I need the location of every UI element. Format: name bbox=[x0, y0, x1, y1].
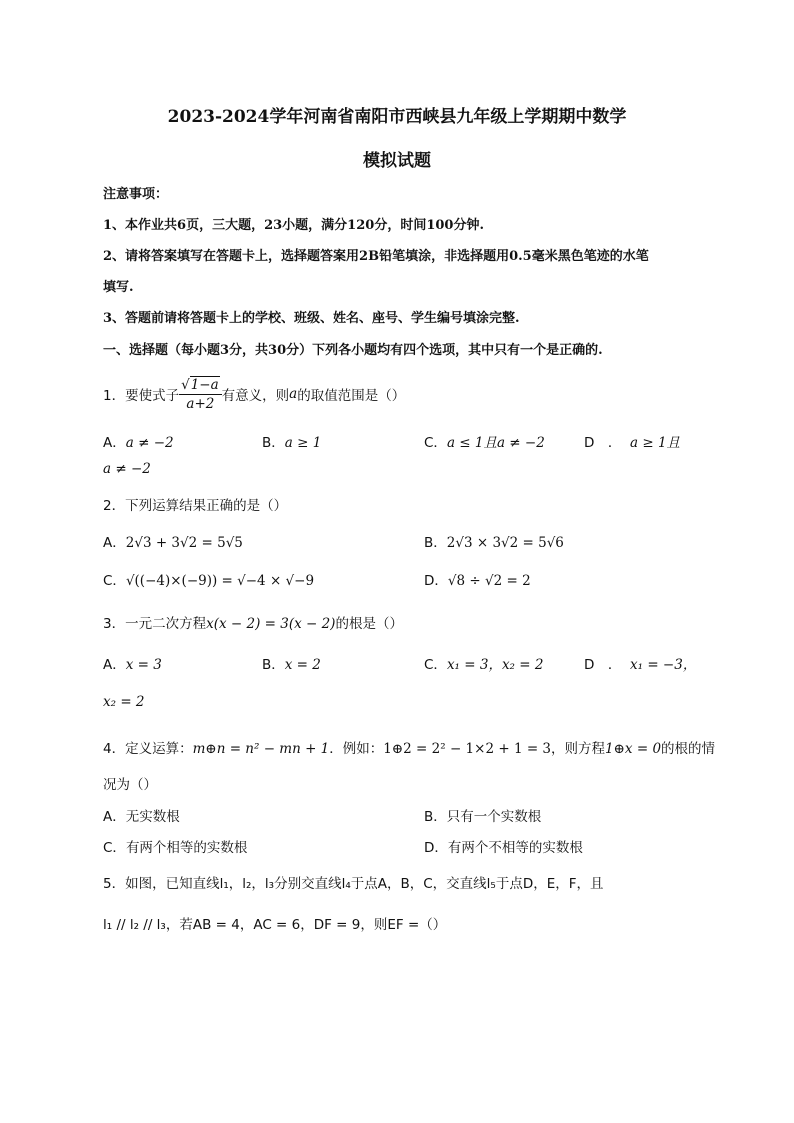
option-text: x₁ = −3， bbox=[630, 657, 697, 673]
option-label: C． bbox=[103, 840, 126, 856]
q4-text-c: ，则方程 bbox=[551, 741, 606, 757]
q1-option-d[interactable] bbox=[584, 431, 680, 451]
option-label: B． bbox=[424, 809, 447, 825]
option-text: 2√3 × 3√2 = 5√6 bbox=[446, 535, 564, 551]
option-text: √8 ÷ √2 = 2 bbox=[447, 573, 531, 589]
option-text: 有两个不相等的实数根 bbox=[447, 840, 583, 856]
option-text: 无实数根 bbox=[125, 809, 180, 825]
note-item-3: 3、答题前请将答题卡上的学校、班级、姓名、座号、学生编号填涂完整. bbox=[103, 311, 520, 326]
q1-pre-text: 1．要使式子 bbox=[103, 388, 180, 404]
note-item-2-cont: 填写. bbox=[103, 280, 134, 295]
q4-option-c[interactable] bbox=[103, 836, 247, 856]
option-text: a ≥ 1 bbox=[284, 435, 322, 451]
option-text: 只有一个实数根 bbox=[446, 809, 542, 825]
q3-pre-text: 3．一元二次方程 bbox=[103, 616, 207, 632]
q2-option-b[interactable] bbox=[424, 531, 564, 551]
option-label: B． bbox=[262, 657, 285, 673]
q1-numerator: 1−a bbox=[190, 376, 219, 393]
q3-option-b[interactable] bbox=[262, 653, 321, 673]
question-4-stem bbox=[103, 737, 715, 757]
option-label: A． bbox=[103, 535, 126, 551]
q2-option-a[interactable] bbox=[103, 531, 243, 551]
option-label: A． bbox=[103, 657, 126, 673]
q3-option-a[interactable] bbox=[103, 653, 162, 673]
q4-text-a: 4．定义运算： bbox=[103, 741, 193, 757]
notes-heading: 注意事项： bbox=[103, 187, 169, 202]
q2-option-d[interactable] bbox=[424, 569, 531, 589]
option-text: x = 2 bbox=[284, 657, 321, 673]
option-text: x = 3 bbox=[125, 657, 162, 673]
q1-option-b[interactable] bbox=[262, 431, 321, 451]
q3-post-text: 的根是（） bbox=[335, 616, 403, 632]
section-heading: 一、选择题（每小题3分，共30分）下列各小题均有四个选项，其中只有一个是正确的. bbox=[103, 343, 603, 358]
option-label: D ． bbox=[584, 435, 622, 451]
q1-option-a[interactable] bbox=[103, 431, 174, 451]
option-label: B． bbox=[262, 435, 285, 451]
option-text: a ≤ 1且a ≠ −2 bbox=[446, 435, 545, 451]
option-label: A． bbox=[103, 435, 126, 451]
option-label: D ． bbox=[584, 657, 622, 673]
document-title-line2: 模拟试题 bbox=[363, 151, 431, 171]
option-text: 2√3 + 3√2 = 5√5 bbox=[125, 535, 243, 551]
option-text: a ≥ 1且 bbox=[630, 435, 681, 451]
q1-variable: a bbox=[289, 386, 298, 402]
q3-option-d-cont bbox=[103, 694, 145, 710]
option-text: x₁ = 3，x₂ = 2 bbox=[446, 657, 544, 673]
q4-option-d[interactable] bbox=[424, 836, 583, 856]
q3-option-c[interactable] bbox=[424, 653, 543, 673]
q2-option-c[interactable] bbox=[103, 569, 314, 589]
option-text: x₂ = 2 bbox=[103, 694, 145, 710]
q1-fraction: $\frac{√1-a}{a+2}$ bbox=[179, 377, 222, 412]
q3-equation: x(x − 2) = 3(x − 2) bbox=[206, 616, 336, 632]
question-3-stem bbox=[103, 612, 403, 632]
option-label: B． bbox=[424, 535, 447, 551]
question-2-stem: 2．下列运算结果正确的是（） bbox=[103, 498, 288, 514]
question-5-stem-cont: l₁ // l₂ // l₃，若AB = 4，AC = 6，DF = 9，则EF =（） bbox=[103, 917, 447, 933]
q4-text-d: 的根的情 bbox=[661, 741, 716, 757]
option-label: D． bbox=[424, 840, 448, 856]
option-label: C． bbox=[103, 573, 126, 589]
option-label: C． bbox=[424, 435, 447, 451]
option-text: a ≠ −2 bbox=[125, 435, 174, 451]
question-5-stem: 5．如图，已知直线l₁，l₂，l₃分别交直线l₄于点A，B，C，交直线l₅于点D，E，F，且 bbox=[103, 876, 604, 892]
option-text: √((−4)×(−9)) = √−4 × √−9 bbox=[125, 573, 315, 589]
q1-post-text: 有意义，则 bbox=[221, 388, 290, 404]
document-title-line1: 2023-2024学年河南省南阳市西峡县九年级上学期期中数学 bbox=[167, 107, 627, 127]
option-label: A． bbox=[103, 809, 126, 825]
q1-option-c[interactable] bbox=[424, 431, 545, 451]
option-text: a ≠ −2 bbox=[103, 461, 151, 477]
q4-example: 1⊕2 = 2² − 1×2 + 1 = 3 bbox=[383, 741, 552, 757]
q1-denominator: a+2 bbox=[186, 395, 215, 412]
q1-option-d-cont bbox=[103, 461, 151, 477]
q3-option-d[interactable] bbox=[584, 653, 696, 673]
option-text: 有两个相等的实数根 bbox=[125, 840, 248, 856]
q4-option-b[interactable] bbox=[424, 805, 541, 825]
option-label: C． bbox=[424, 657, 447, 673]
question-4-stem-cont: 况为（） bbox=[103, 777, 157, 793]
q4-definition: m⊕n = n² − mn + 1 bbox=[192, 741, 330, 757]
note-item-1: 1、本作业共6页，三大题，23小题，满分120分，时间100分钟. bbox=[103, 218, 484, 233]
question-1-stem bbox=[103, 372, 405, 416]
q4-option-a[interactable] bbox=[103, 805, 180, 825]
q4-equation: 1⊕x = 0 bbox=[605, 741, 662, 757]
q4-text-b: ．例如： bbox=[329, 741, 384, 757]
q1-post-text-2: 的取值范围是（） bbox=[297, 388, 406, 404]
note-item-2: 2、请将答案填写在答题卡上，选择题答案用2B铅笔填涂，非选择题用0.5毫米黑色笔迹的水笔 bbox=[103, 249, 649, 264]
option-label: D． bbox=[424, 573, 448, 589]
